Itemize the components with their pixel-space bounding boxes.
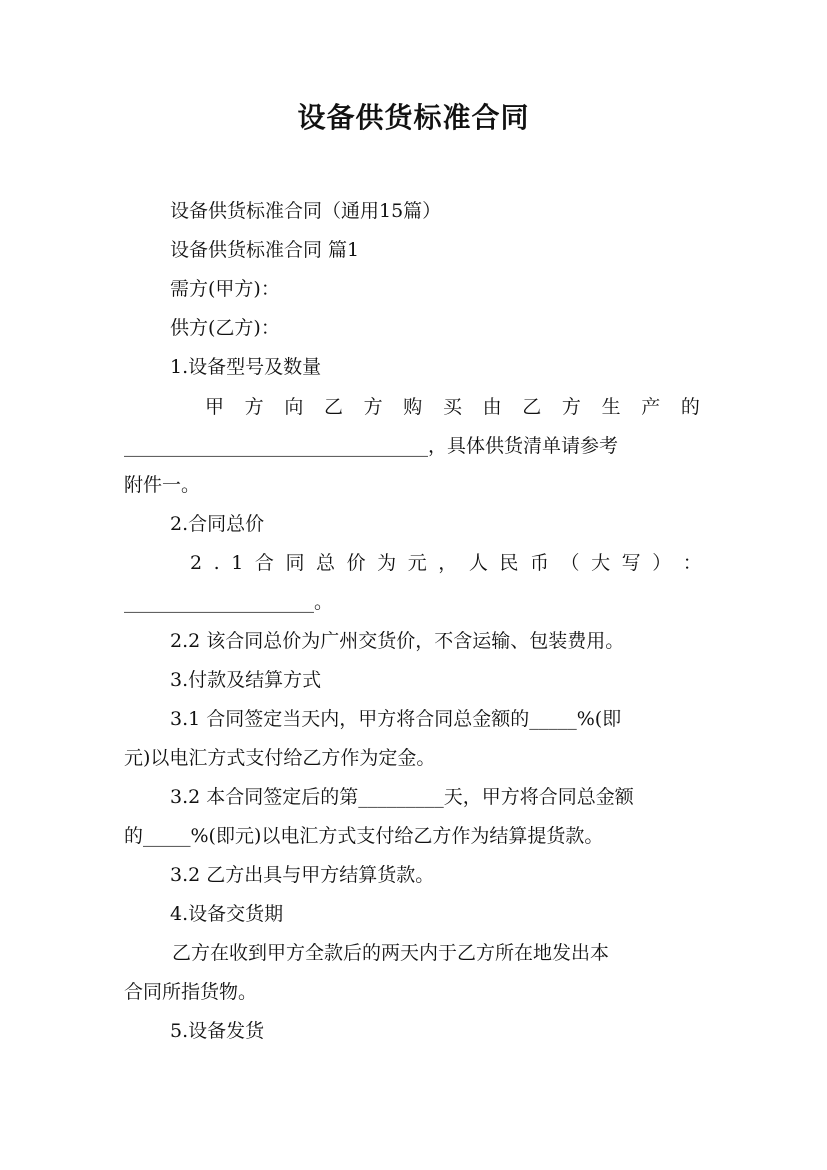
paragraph-line bbox=[190, 548, 702, 578]
paragraph-line: 3.2 本合同签定后的第_________天，甲方将合同总金额 bbox=[170, 786, 634, 808]
justified-char: （ bbox=[560, 552, 580, 574]
justified-char: ， bbox=[438, 552, 458, 574]
buyer-line: 需方(甲方)： bbox=[170, 278, 280, 300]
justified-char: 币 bbox=[529, 552, 549, 574]
justified-char: 同 bbox=[285, 552, 305, 574]
justified-char: 方 bbox=[244, 396, 264, 418]
justified-char: 价 bbox=[346, 552, 366, 574]
justified-char: 产 bbox=[641, 396, 661, 418]
justified-char: 乙 bbox=[522, 396, 542, 418]
justified-char: 方 bbox=[561, 396, 581, 418]
document-title: 设备供货标准合同 bbox=[297, 101, 530, 134]
justified-char: 方 bbox=[363, 396, 383, 418]
justified-char: 民 bbox=[499, 552, 519, 574]
paragraph-line: ____________________。 bbox=[124, 591, 334, 613]
justified-char: 向 bbox=[284, 396, 304, 418]
justified-char: 总 bbox=[316, 552, 336, 574]
clause-heading: 5.设备发货 bbox=[170, 1020, 265, 1042]
paragraph-line: 附件一。 bbox=[124, 474, 201, 496]
paragraph-line: 的_____%(即元)以电汇方式支付给乙方作为结算提货款。 bbox=[124, 825, 604, 847]
subtitle-line: 设备供货标准合同（通用15篇） bbox=[170, 200, 442, 222]
paragraph-line bbox=[205, 392, 700, 422]
justified-char: ） bbox=[652, 552, 672, 574]
paragraph-line: 3.2 乙方出具与甲方结算货款。 bbox=[170, 864, 435, 886]
clause-heading: 3.付款及结算方式 bbox=[170, 669, 322, 691]
justified-char: 买 bbox=[442, 396, 462, 418]
justified-char: 1 bbox=[231, 552, 244, 574]
justified-char: 由 bbox=[482, 396, 502, 418]
justified-char: ： bbox=[682, 552, 702, 574]
justified-char: 购 bbox=[403, 396, 423, 418]
justified-char: 写 bbox=[621, 552, 641, 574]
paragraph-line: 元)以电汇方式支付给乙方作为定金。 bbox=[124, 747, 436, 769]
justified-char: 元 bbox=[407, 552, 427, 574]
justified-char: 乙 bbox=[323, 396, 343, 418]
justified-char: 合 bbox=[254, 552, 274, 574]
paragraph-line: 合同所指货物。 bbox=[124, 981, 258, 1003]
justified-char: 甲 bbox=[205, 396, 225, 418]
justified-char: . bbox=[213, 552, 220, 574]
justified-char: 生 bbox=[601, 396, 621, 418]
justified-char: 为 bbox=[377, 552, 397, 574]
clause-heading: 1.设备型号及数量 bbox=[170, 356, 322, 378]
section-heading: 设备供货标准合同 篇1 bbox=[170, 239, 360, 261]
justified-char: 的 bbox=[680, 396, 700, 418]
paragraph-line: ________________________________，具体供货清单请参考 bbox=[124, 435, 619, 457]
paragraph-line: 2.2 该合同总价为广州交货价，不含运输、包装费用。 bbox=[170, 630, 625, 652]
clause-heading: 4.设备交货期 bbox=[170, 903, 284, 925]
supplier-line: 供方(乙方)： bbox=[170, 317, 280, 339]
paragraph-line: 乙方在收到甲方全款后的两天内于乙方所在地发出本 bbox=[172, 942, 610, 964]
paragraph-line: 3.1 合同签定当天内，甲方将合同总金额的_____%(即 bbox=[170, 708, 622, 730]
clause-heading: 2.合同总价 bbox=[170, 513, 265, 535]
justified-char: 2 bbox=[190, 552, 203, 574]
justified-char: 人 bbox=[468, 552, 488, 574]
justified-char: 大 bbox=[591, 552, 611, 574]
